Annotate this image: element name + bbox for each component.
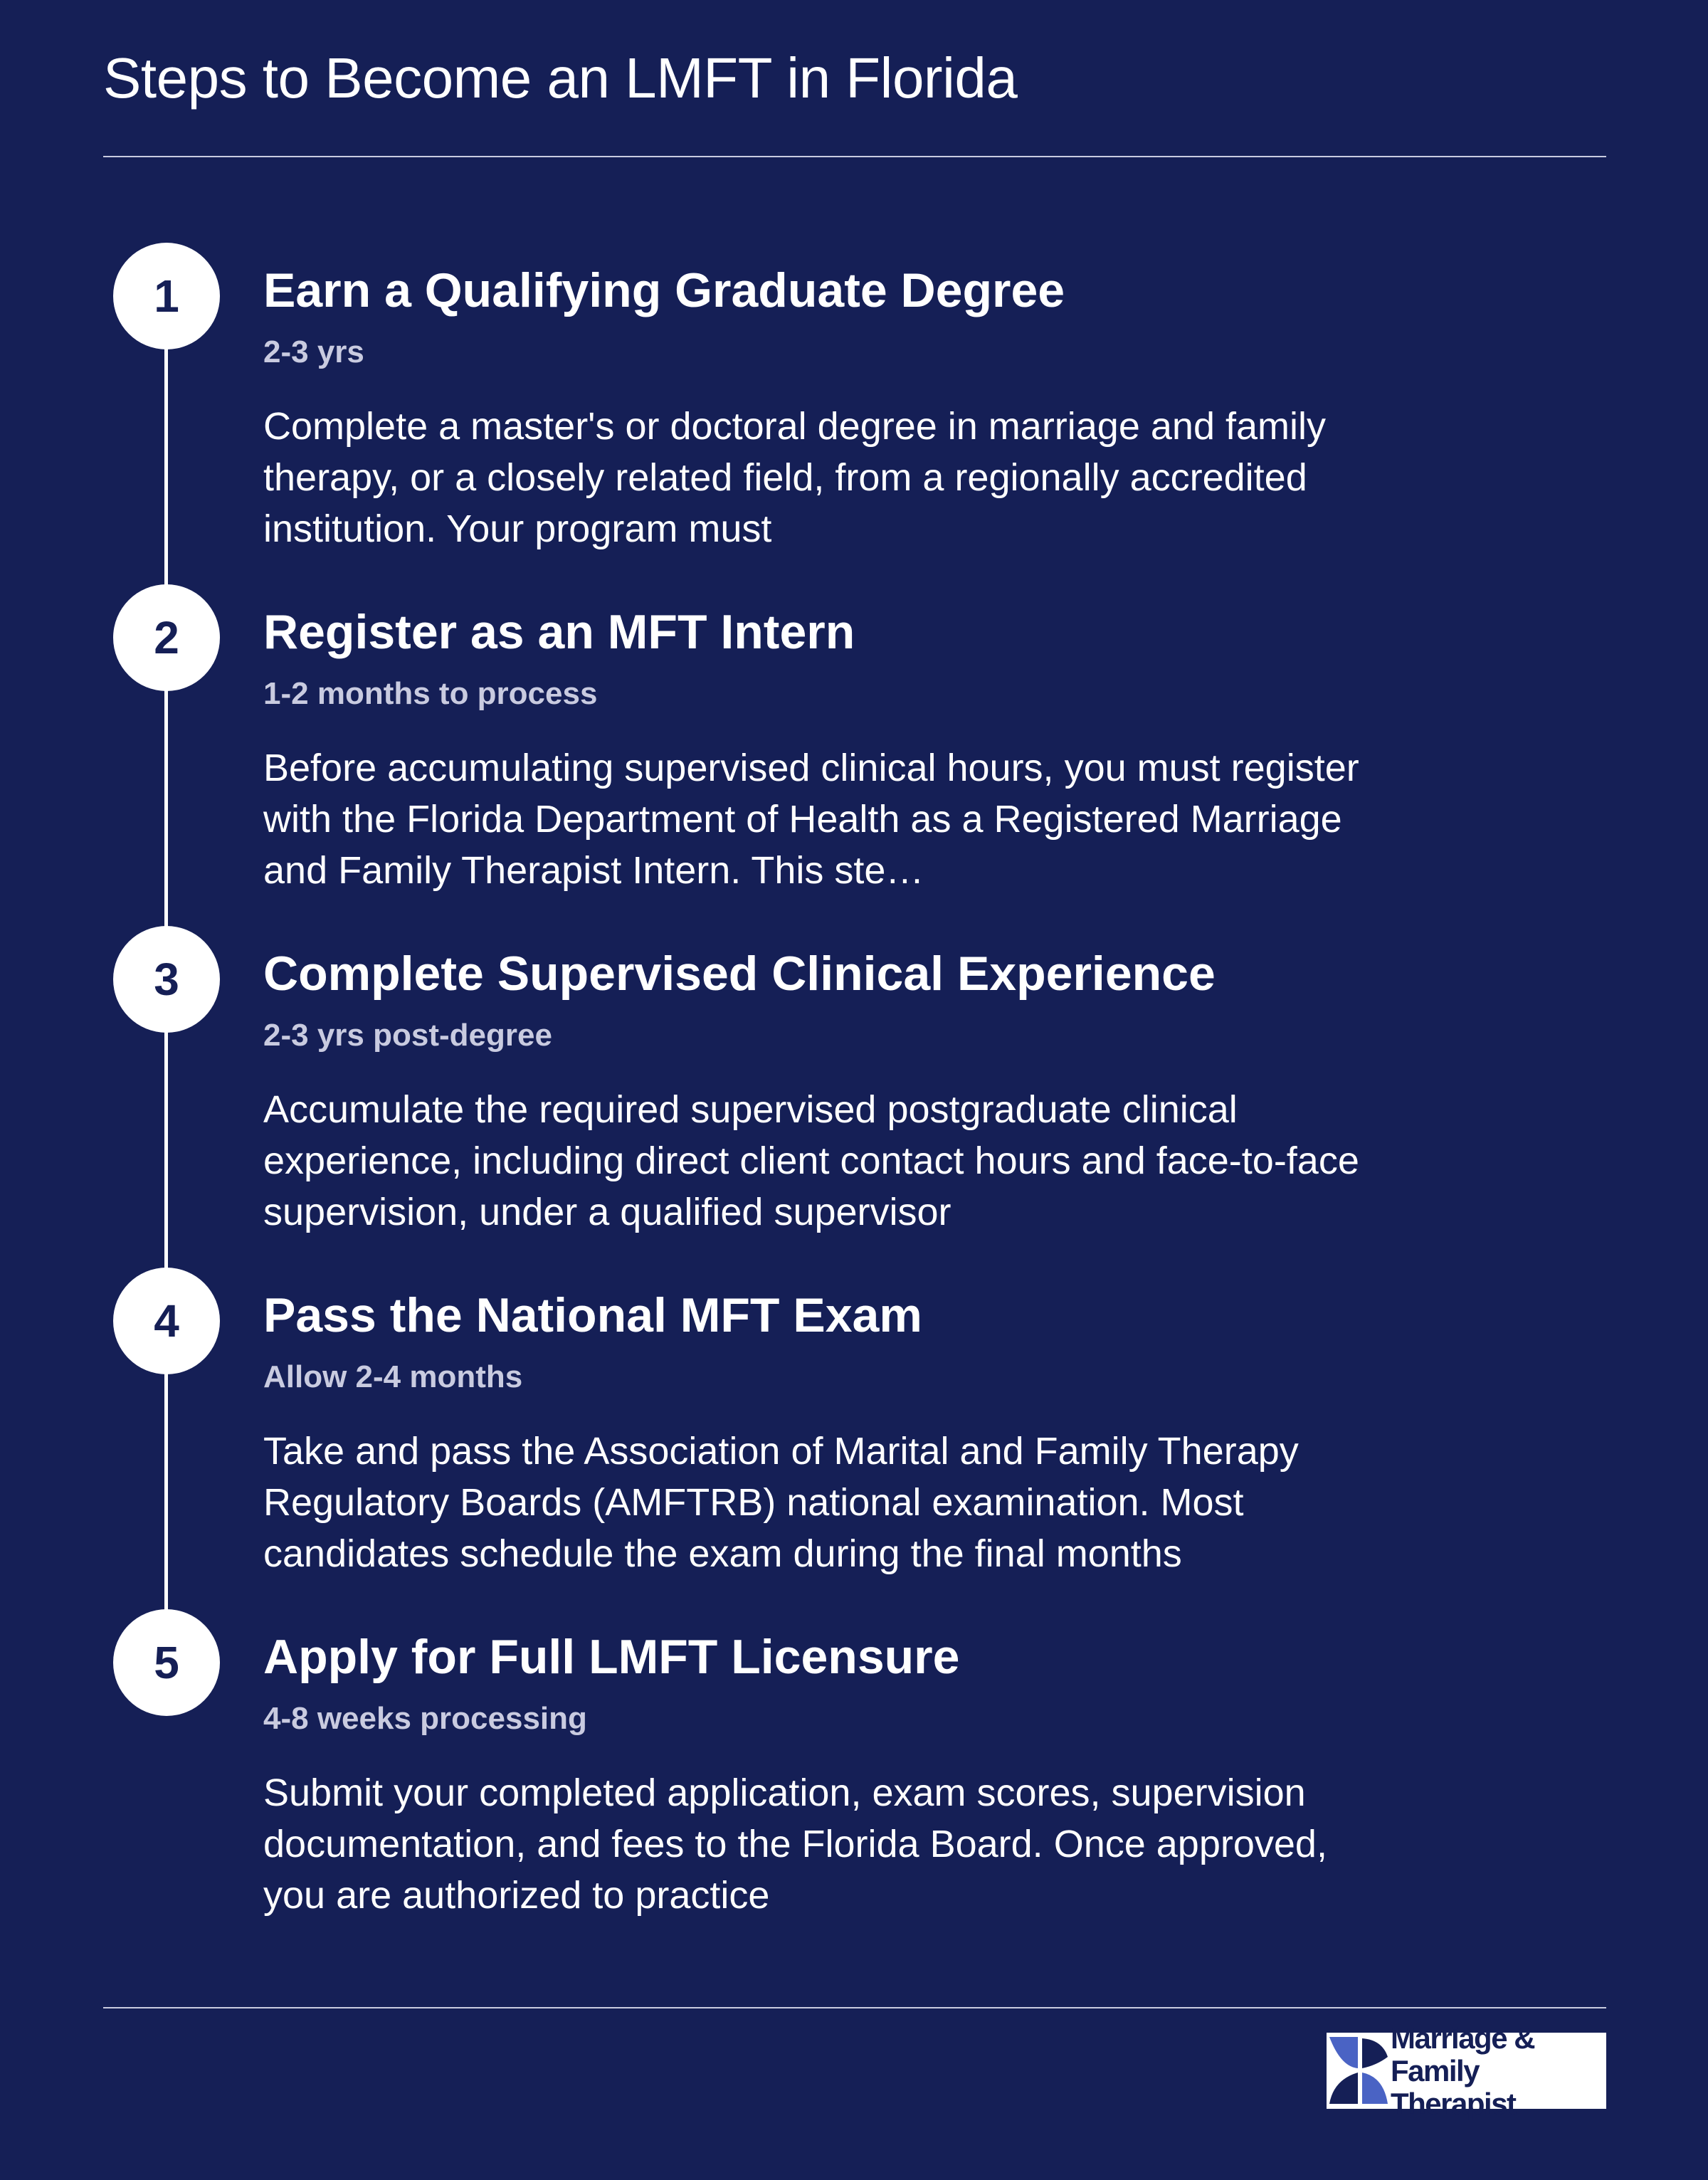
step-title: Earn a Qualifying Graduate Degree [263,263,1065,317]
step-4 [0,1268,1708,1602]
step-number-badge: 5 [113,1609,220,1716]
logo-line-2: Therapist [1391,2086,1516,2120]
step-title: Register as an MFT Intern [263,605,855,659]
step-title: Apply for Full LMFT Licensure [263,1630,960,1684]
marriage-family-therapist-logo-icon [1327,2033,1391,2109]
step-title: Complete Supervised Clinical Experience [263,947,1216,1001]
step-duration: 4-8 weeks processing [263,1701,587,1736]
step-description: Complete a master's or doctoral degree in marriage and family therapy, or a closely related field, from a regionally accredited institution. Your program must [263,405,1326,550]
step-description: Take and pass the Association of Marital and Family Therapy Regulatory Boards (AMFTRB) national examination. Most candidates schedule the exam during the final months [263,1430,1299,1575]
page-title: Steps to Become an LMFT in Florida [103,46,1018,110]
step-description: Accumulate the required supervised postgraduate clinical experience, including direct client contact hours and face-to-face supervision, under a qualified supervisor [263,1088,1359,1233]
header-divider [103,156,1606,157]
brand-logo [1327,2021,1606,2120]
step-number-badge: 1 [113,243,220,349]
step-duration: Allow 2-4 months [263,1359,523,1394]
footer-divider [103,2007,1606,2008]
step-duration: 2-3 yrs post-degree [263,1018,552,1053]
step-duration: 2-3 yrs [263,335,364,369]
step-1 [0,243,1708,577]
step-number-badge: 3 [113,926,220,1033]
step-description: Before accumulating supervised clinical hours, you must register with the Florida Department of Health as a Registered Marriage and Family Therapist Intern. This ste… [263,747,1359,892]
step-2 [0,584,1708,919]
step-number-badge: 4 [113,1268,220,1374]
step-3 [0,926,1708,1260]
step-title: Pass the National MFT Exam [263,1288,922,1342]
step-description: Submit your completed application, exam scores, supervision documentation, and fees to the Florida Board. Once approved, you are authorized to practice [263,1771,1327,1917]
step-number-badge: 2 [113,584,220,691]
step-duration: 1-2 months to process [263,676,598,711]
logo-text [1391,2022,1606,2120]
logo-line-1: Marriage & Family [1391,2021,1535,2087]
step-5 [0,1609,1708,1944]
